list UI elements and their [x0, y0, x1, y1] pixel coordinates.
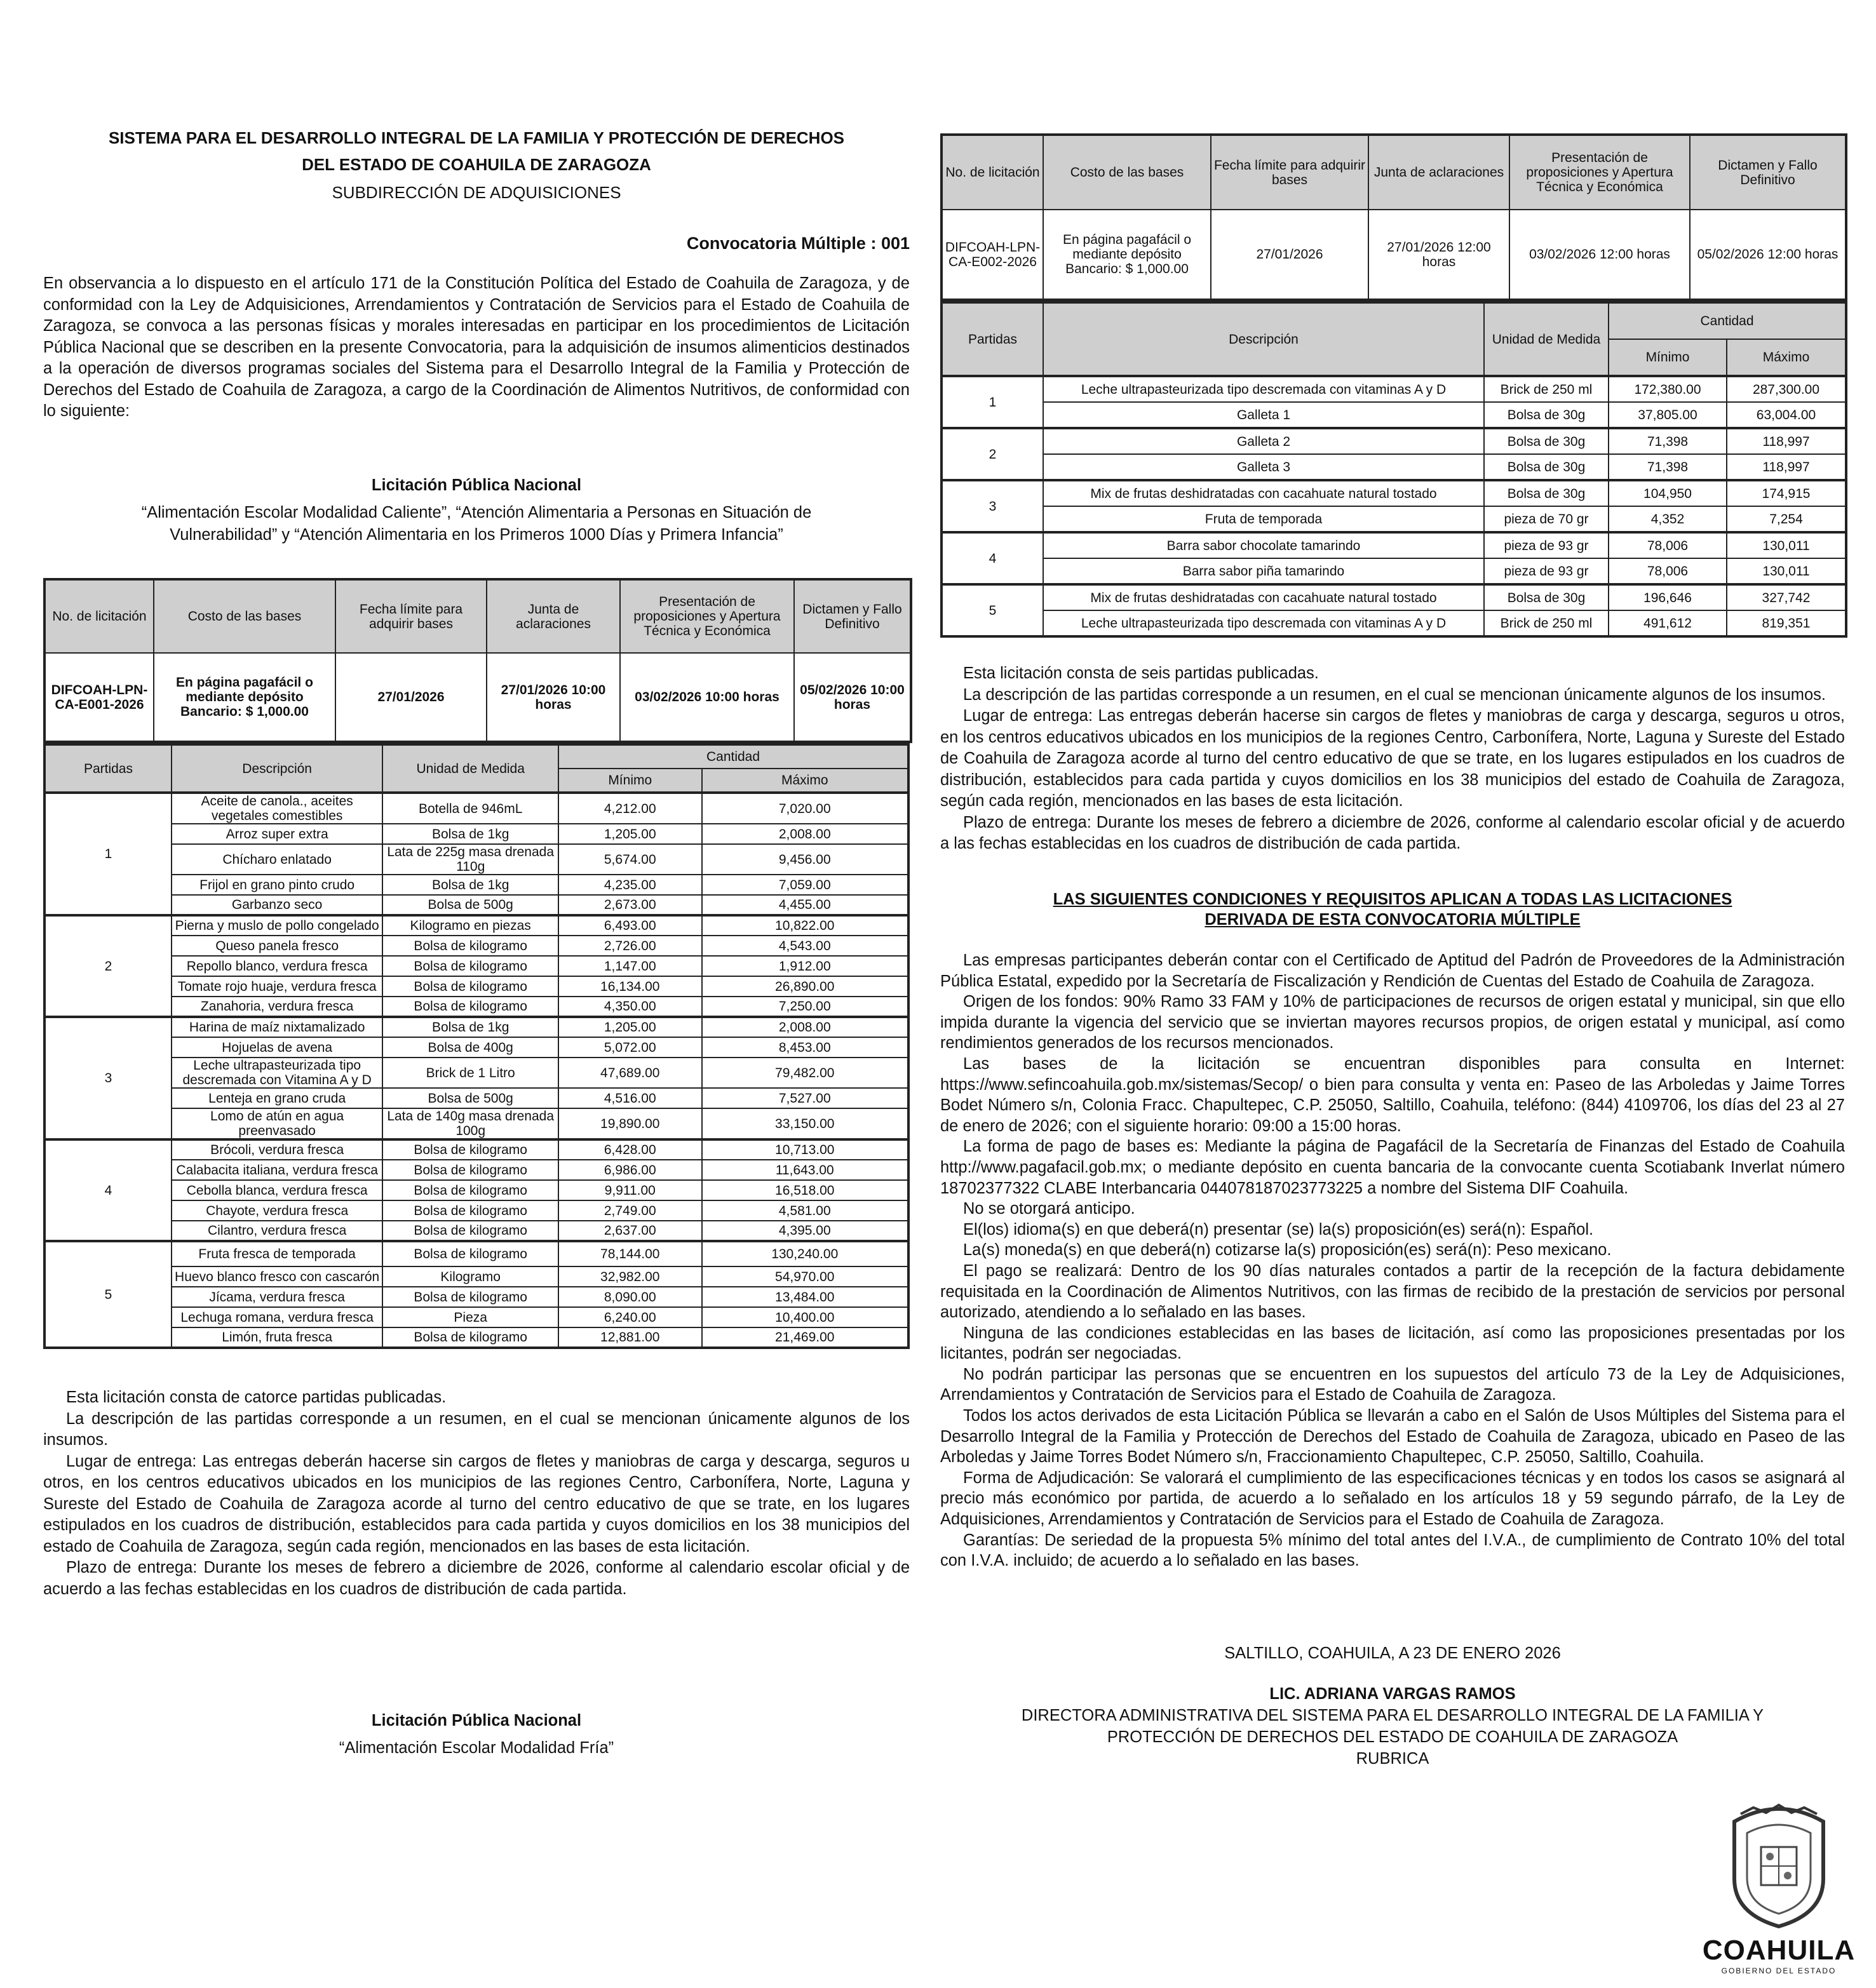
lic2-note: La descripción de las partidas corresponde a un resumen, en el cual se mencionan únicamente algunos de los insumos.: [963, 685, 1826, 704]
condition-paragraph: El pago se realizará: Dentro de los 90 días naturales contados a partir de la recepción de la factura debidamente requisitada en la Coordinación de Alimentos Nutritivos, con las firmas de recibido de la prestación de servicios por personal autorizado, atendiendo a lo señalado en las bases.: [940, 1261, 1845, 1322]
item-min: 1,205.00: [558, 1017, 702, 1037]
item-max: 130,011: [1727, 558, 1846, 584]
conditions-title-line1: LAS SIGUIENTES CONDICIONES Y REQUISITOS APLICAN A TODAS LAS LICITACIONES: [1053, 890, 1732, 908]
item-min: 491,612: [1609, 610, 1727, 636]
condition-paragraph: La forma de pago de bases es: Mediante la página de Pagafácil de la Secretaría de Finanzas del Estado de Coahuila http://www.pagafacil.gob.mx; o mediante depósito en cuenta bancaria de la convocante cuenta Scotiabank Inverlat número 18702377322 CLABE Interbancaria 044078187023773225 a nombre del Sistema DIF Coahuila.: [940, 1138, 1845, 1197]
table-row: [941, 428, 1846, 454]
condition-paragraph: La(s) moneda(s) en que deberá(n) cotizarse la(s) proposición(es) será(n): Peso mexicano.: [963, 1241, 1612, 1259]
table-row: [44, 915, 908, 936]
table-row: [44, 1017, 908, 1037]
item-max: 7,020.00: [702, 793, 909, 824]
item-unit: Bolsa de kilogramo: [382, 976, 558, 997]
lic1-head-costo: Costo de las bases: [154, 579, 335, 653]
intro-paragraph: En observancia a lo dispuesto en el artículo 171 de la Constitución Política del Estado de Coahuila de Zaragoza, y de conformidad con la Ley de Adquisiciones, Arrendamientos y Contratación de Servicios para el Estado de Coahuila de Zaragoza, se convoca a las personas físicas y morales interesadas en participar en los procedimientos de Licitación Pública Nacional que se describen en la presente Convocatoria, para la adquisición de insumos alimenticios destinados a la operación de diversos programas sociales del Sistema para el Desarrollo Integral de la Familia y Protección de Derechos del Estado de Coahuila de Zaragoza, a cargo de la Coordinación de Alimentos Nutritivos, de conformidad con lo siguiente:: [43, 274, 910, 420]
conditions-body: [940, 950, 1845, 1571]
item-min: 2,673.00: [558, 895, 702, 915]
item-min: 5,674.00: [558, 844, 702, 875]
table-row: [44, 875, 908, 895]
unit-header: Unidad de Medida: [1484, 302, 1609, 376]
item-min: 196,646: [1609, 584, 1727, 610]
item-unit: Bolsa de kilogramo: [382, 1241, 558, 1266]
table-row: [44, 976, 908, 997]
lic1-note: Lugar de entrega: Las entregas deberán hacerse sin cargos de fletes y maniobras de carga y descarga, seguros u otros, en los centros educativos ubicados en los municipios de las regiones Centro, Carbonífera, Norte, Laguna y Sureste del Estado de Coahuila de Zaragoza acorde al turno del centro educativo de que se trate, en los lugares estipulados en los cuadros de distribución, establecidos para cada partida y cuyos domicilios en los 38 municipios del estado de Coahuila de Zaragoza, según cada región, mencionados en las bases de esta licitación.: [43, 1452, 910, 1555]
condition-paragraph: No podrán participar las personas que se encuentren en los supuestos del artículo 73 de la Ley de Adquisiciones, Arrendamientos y Contratación de Servicios para el Estado de Coahuila de Zaragoza.: [940, 1365, 1845, 1404]
item-unit: Lata de 225g masa drenada 110g: [382, 844, 558, 875]
item-min: 2,726.00: [558, 936, 702, 956]
lic1-head-dictamen: Dictamen y Fallo Definitivo: [794, 579, 911, 653]
item-max: 4,395.00: [702, 1221, 909, 1241]
partida-number: 1: [44, 793, 172, 915]
lic1-number: DIFCOAH-LPN-CA-E001-2026: [44, 653, 154, 742]
coahuila-brand: COAHUILA: [1702, 1935, 1856, 1966]
condition-paragraph: El(los) idioma(s) en que deberá(n) presentar (se) la(s) proposición(es) será(n): Español.: [963, 1220, 1594, 1239]
item-min: 6,493.00: [558, 915, 702, 936]
department-title: SUBDIRECCIÓN DE ADQUISICIONES: [332, 183, 621, 202]
item-unit: Bolsa de 30g: [1484, 480, 1609, 506]
lic2-head-costo: Costo de las bases: [1043, 135, 1211, 210]
item-unit: Kilogramo en piezas: [382, 915, 558, 936]
item-desc: Harina de maíz nixtamalizado: [172, 1017, 382, 1037]
item-desc: Fruta de temporada: [1043, 506, 1484, 532]
item-min: 172,380.00: [1609, 376, 1727, 402]
item-max: 13,484.00: [702, 1287, 909, 1307]
item-min: 16,134.00: [558, 976, 702, 997]
lic1-info-table: [43, 578, 912, 743]
lic1-head-no: No. de licitación: [44, 579, 154, 653]
item-min: 9,911.00: [558, 1180, 702, 1200]
item-max: 327,742: [1727, 584, 1846, 610]
item-desc: Barra sabor chocolate tamarindo: [1043, 532, 1484, 558]
item-min: 4,352: [1609, 506, 1727, 532]
item-desc: Galleta 3: [1043, 454, 1484, 480]
minimo-header: Mínimo: [1609, 339, 1727, 376]
item-max: 10,713.00: [702, 1139, 909, 1160]
item-unit: Pieza: [382, 1307, 558, 1327]
lic2-note: Esta licitación consta de seis partidas publicadas.: [963, 664, 1319, 682]
table-row: [941, 584, 1846, 610]
item-desc: Galleta 1: [1043, 402, 1484, 428]
table-row: [44, 1241, 908, 1266]
lic2-head-dictamen: Dictamen y Fallo Definitivo: [1690, 135, 1846, 210]
table-row: [44, 956, 908, 976]
item-desc: Cilantro, verdura fresca: [172, 1221, 382, 1241]
item-desc: Galleta 2: [1043, 428, 1484, 454]
partida-number: 4: [941, 532, 1043, 584]
item-min: 5,072.00: [558, 1037, 702, 1058]
item-unit: Bolsa de 500g: [382, 1088, 558, 1108]
item-unit: Bolsa de kilogramo: [382, 1221, 558, 1241]
lic1-dictamen: 05/02/2026 10:00 horas: [794, 653, 911, 742]
item-unit: Bolsa de kilogramo: [382, 1327, 558, 1348]
condition-paragraph: Todos los actos derivados de esta Licitación Pública se llevarán a cabo en el Salón de Usos Múltiples del Sistema para el Desarrollo Integral de la Familia y Protección de Derechos del Estado de Coahuila de Zaragoza, ubicado en Paseo de las Arboledas y Jaime Torres Bodet Número s/n, Fraccionamiento Chapultepec, C.P. 25050, Saltillo, Coahuila.: [940, 1407, 1845, 1467]
condition-paragraph: Ninguna de las condiciones establecidas en las bases de licitación, así como las proposiciones presentadas por los licitantes, podrán ser negociadas.: [940, 1324, 1845, 1363]
lic2-junta: 27/01/2026 12:00 horas: [1368, 210, 1509, 300]
item-min: 4,516.00: [558, 1088, 702, 1108]
item-max: 63,004.00: [1727, 402, 1846, 428]
item-max: 819,351: [1727, 610, 1846, 636]
org-title-line1: SISTEMA PARA EL DESARROLLO INTEGRAL DE LA FAMILIA Y PROTECCIÓN DE DERECHOS: [108, 128, 845, 147]
item-unit: Botella de 946mL: [382, 793, 558, 824]
item-desc: Lomo de atún en agua preenvasado: [172, 1108, 382, 1139]
item-desc: Leche ultrapasteurizada tipo descremada con vitaminas A y D: [1043, 376, 1484, 402]
item-desc: Aceite de canola., aceites vegetales comestibles: [172, 793, 382, 824]
item-unit: Bolsa de 400g: [382, 1037, 558, 1058]
lic2-items-table: [940, 301, 1847, 638]
item-min: 37,805.00: [1609, 402, 1727, 428]
table-row: [44, 1108, 908, 1139]
item-unit: Bolsa de 30g: [1484, 454, 1609, 480]
item-desc: Chayote, verdura fresca: [172, 1200, 382, 1221]
table-row: [44, 1088, 908, 1108]
partida-number: 2: [941, 428, 1043, 480]
item-desc: Tomate rojo huaje, verdura fresca: [172, 976, 382, 997]
table-row: [941, 376, 1846, 402]
item-unit: pieza de 93 gr: [1484, 532, 1609, 558]
item-min: 4,235.00: [558, 875, 702, 895]
item-min: 1,205.00: [558, 824, 702, 844]
table-row: [44, 793, 908, 824]
lic2-note: Lugar de entrega: Las entregas deberán hacerse sin cargos de fletes y maniobras de carga y descarga, seguros u otros, en los centros educativos ubicados en los municipios de la regiones Centro, Carbonífera, Norte, Laguna y Sureste del Estado de Coahuila de Zaragoza acorde al turno del centro educativo de que se trate, en los lugares estipulados en los cuadros de distribución, establecidos para cada partida y cuyos domicilios en los 38 municipios del estado de Coahuila de Zaragoza, según cada región, mencionados en las bases de esta licitación.: [940, 707, 1845, 810]
lic2-number: DIFCOAH-LPN-CA-E002-2026: [941, 210, 1043, 300]
item-max: 118,997: [1727, 454, 1846, 480]
table-row: [44, 1139, 908, 1160]
item-min: 32,982.00: [558, 1266, 702, 1287]
item-max: 33,150.00: [702, 1108, 909, 1139]
lic2-cost: En página pagafácil o mediante depósito Bancario: $ 1,000.00: [1043, 210, 1211, 300]
item-max: 130,240.00: [702, 1241, 909, 1266]
item-desc: Lenteja en grano cruda: [172, 1088, 382, 1108]
item-max: 2,008.00: [702, 824, 909, 844]
item-desc: Frijol en grano pinto crudo: [172, 875, 382, 895]
item-max: 11,643.00: [702, 1160, 909, 1180]
item-min: 2,637.00: [558, 1221, 702, 1241]
item-max: 9,456.00: [702, 844, 909, 875]
lic1-title: Licitación Pública Nacional: [371, 476, 582, 494]
item-max: 7,527.00: [702, 1088, 909, 1108]
item-desc: Calabacita italiana, verdura fresca: [172, 1160, 382, 1180]
item-min: 78,006: [1609, 558, 1727, 584]
table-row: [941, 532, 1846, 558]
item-unit: Lata de 140g masa drenada 100g: [382, 1108, 558, 1139]
cantidad-header: Cantidad: [1609, 302, 1846, 339]
item-min: 78,006: [1609, 532, 1727, 558]
condition-paragraph: Garantías: De seriedad de la propuesta 5% mínimo del total antes del I.V.A., de cumplimiento de Contrato 10% del total con I.V.A. incluido; de acuerdo a lo señalado en las bases.: [940, 1531, 1845, 1570]
item-unit: Bolsa de kilogramo: [382, 956, 558, 976]
item-desc: Barra sabor piña tamarindo: [1043, 558, 1484, 584]
partida-number: 1: [941, 376, 1043, 428]
item-unit: Brick de 250 ml: [1484, 376, 1609, 402]
item-desc: Garbanzo seco: [172, 895, 382, 915]
table-row: [941, 610, 1846, 636]
item-desc: Leche ultrapasteurizada tipo descremada con vitaminas A y D: [1043, 610, 1484, 636]
item-desc: Leche ultrapasteurizada tipo descremada con Vitamina A y D: [172, 1058, 382, 1088]
item-unit: Bolsa de 30g: [1484, 402, 1609, 428]
table-row: [44, 844, 908, 875]
item-unit: pieza de 93 gr: [1484, 558, 1609, 584]
item-unit: Bolsa de 1kg: [382, 824, 558, 844]
partidas-header: Partidas: [44, 744, 172, 793]
lic2-head-presentacion: Presentación de proposiciones y Apertura Técnica y Económica: [1509, 135, 1690, 210]
coahuila-brand-subtitle: GOBIERNO DEL ESTADO: [1721, 1966, 1837, 1975]
item-unit: Bolsa de kilogramo: [382, 936, 558, 956]
item-min: 8,090.00: [558, 1287, 702, 1307]
table-row: [44, 1037, 908, 1058]
item-unit: Brick de 250 ml: [1484, 610, 1609, 636]
item-unit: Bolsa de kilogramo: [382, 997, 558, 1017]
partida-number: 3: [44, 1017, 172, 1139]
lic2-dictamen: 05/02/2026 12:00 horas: [1690, 210, 1846, 300]
item-desc: Fruta fresca de temporada: [172, 1241, 382, 1266]
item-max: 10,400.00: [702, 1307, 909, 1327]
lic1-subtitle-line2: Vulnerabilidad” y “Atención Alimentaria en los Primeros 1000 Días y Primera Infancia”: [170, 526, 783, 544]
item-desc: Brócoli, verdura fresca: [172, 1139, 382, 1160]
table-row: [941, 480, 1846, 506]
lic1-subtitle-line1: “Alimentación Escolar Modalidad Caliente”, “Atención Alimentaria a Personas en Situación de: [141, 504, 812, 521]
item-max: 4,455.00: [702, 895, 909, 915]
item-max: 1,912.00: [702, 956, 909, 976]
item-unit: Brick de 1 Litro: [382, 1058, 558, 1088]
item-unit: pieza de 70 gr: [1484, 506, 1609, 532]
table-row: [44, 824, 908, 844]
item-min: 1,147.00: [558, 956, 702, 976]
item-desc: Chícharo enlatado: [172, 844, 382, 875]
table-row: [44, 1160, 908, 1180]
table-row: [941, 506, 1846, 532]
rubrica: RUBRICA: [1356, 1750, 1429, 1768]
table-row: [44, 1180, 908, 1200]
lic2-head-junta: Junta de aclaraciones: [1368, 135, 1509, 210]
cantidad-header: Cantidad: [558, 744, 908, 769]
item-desc: Jícama, verdura fresca: [172, 1287, 382, 1307]
item-unit: Bolsa de kilogramo: [382, 1180, 558, 1200]
item-min: 4,212.00: [558, 793, 702, 824]
lic1-presentacion: 03/02/2026 10:00 horas: [620, 653, 794, 742]
item-min: 6,240.00: [558, 1307, 702, 1327]
lic1-junta: 27/01/2026 10:00 horas: [487, 653, 620, 742]
item-desc: Zanahoria, verdura fresca: [172, 997, 382, 1017]
item-desc: Limón, fruta fresca: [172, 1327, 382, 1348]
lic1-head-fecha: Fecha límite para adquirir bases: [335, 579, 487, 653]
lic2-presentacion: 03/02/2026 12:00 horas: [1509, 210, 1690, 300]
lic1-note: Esta licitación consta de catorce partidas publicadas.: [66, 1388, 447, 1406]
lic2-head-no: No. de licitación: [941, 135, 1043, 210]
minimo-header: Mínimo: [558, 769, 702, 793]
lic1-cost: En página pagafácil o mediante depósito Bancario: $ 1,000.00: [154, 653, 335, 742]
item-unit: Kilogramo: [382, 1266, 558, 1287]
item-unit: Bolsa de 30g: [1484, 428, 1609, 454]
item-max: 54,970.00: [702, 1266, 909, 1287]
item-unit: Bolsa de 30g: [1484, 584, 1609, 610]
item-max: 10,822.00: [702, 915, 909, 936]
lic2-note: Plazo de entrega: Durante los meses de febrero a diciembre de 2026, conforme al calendario escolar oficial y de acuerdo a las fechas establecidas en los cuadros de distribución de cada partida.: [940, 813, 1845, 852]
item-max: 174,915: [1727, 480, 1846, 506]
lic1-head-presentacion: Presentación de proposiciones y Apertura Técnica y Económica: [620, 579, 794, 653]
partidas-header: Partidas: [941, 302, 1043, 376]
condition-paragraph: Origen de los fondos: 90% Ramo 33 FAM y 10% de participaciones de recursos de origen estatal y municipal, sin que ello impida durante la vigencia del servicio que se inviertan mayores recursos propios, de origen estatal y municipal, así como rendimientos generados de los recursos mencionados.: [940, 993, 1845, 1052]
lic1-notes: [43, 1387, 910, 1600]
signer-name: LIC. ADRIANA VARGAS RAMOS: [1269, 1685, 1516, 1703]
item-desc: Mix de frutas deshidratadas con cacahuate natural tostado: [1043, 480, 1484, 506]
item-desc: Queso panela fresco: [172, 936, 382, 956]
place-date: SALTILLO, COAHUILA, A 23 DE ENERO 2026: [1224, 1644, 1561, 1662]
item-desc: Mix de frutas deshidratadas con cacahuate natural tostado: [1043, 584, 1484, 610]
item-max: 16,518.00: [702, 1180, 909, 1200]
item-min: 78,144.00: [558, 1241, 702, 1266]
item-max: 287,300.00: [1727, 376, 1846, 402]
maximo-header: Máximo: [1727, 339, 1846, 376]
lic2-title: Licitación Pública Nacional: [371, 1712, 582, 1729]
description-header: Descripción: [172, 744, 382, 793]
table-row: [941, 454, 1846, 480]
signer-role-line2: PROTECCIÓN DE DERECHOS DEL ESTADO DE COAHUILA DE ZARAGOZA: [1107, 1728, 1678, 1746]
lic1-note: La descripción de las partidas corresponde a un resumen, en el cual se mencionan únicamente algunos de los insumos.: [43, 1409, 910, 1449]
item-unit: Bolsa de kilogramo: [382, 1287, 558, 1307]
table-row: [941, 558, 1846, 584]
item-min: 47,689.00: [558, 1058, 702, 1088]
item-desc: Arroz super extra: [172, 824, 382, 844]
item-min: 71,398: [1609, 428, 1727, 454]
item-max: 21,469.00: [702, 1327, 909, 1348]
item-min: 6,428.00: [558, 1139, 702, 1160]
lic2-head-fecha: Fecha límite para adquirir bases: [1211, 135, 1368, 210]
item-desc: Lechuga romana, verdura fresca: [172, 1307, 382, 1327]
item-unit: Bolsa de 1kg: [382, 1017, 558, 1037]
item-min: 12,881.00: [558, 1327, 702, 1348]
item-unit: Bolsa de kilogramo: [382, 1160, 558, 1180]
item-min: 104,950: [1609, 480, 1727, 506]
item-min: 4,350.00: [558, 997, 702, 1017]
condition-paragraph: No se otorgará anticipo.: [963, 1200, 1135, 1218]
table-row: [44, 1200, 908, 1221]
lic2-notes: [940, 663, 1845, 855]
condition-paragraph: Forma de Adjudicación: Se valorará el cumplimiento de las especificaciones técnicas y en todos los casos se asignará al precio más económico por partida, de acuerdo a lo señalado en los artículos 18 y 59 segundo párrafo, de la Ley de Adquisiciones, Arrendamientos y Contratación de Servicios para el Estado de Coahuila de Zaragoza.: [940, 1468, 1845, 1529]
maximo-header: Máximo: [702, 769, 909, 793]
table-row: [44, 1058, 908, 1088]
table-row: [44, 1327, 908, 1348]
item-min: 2,749.00: [558, 1200, 702, 1221]
lic1-deadline: 27/01/2026: [335, 653, 487, 742]
item-min: 6,986.00: [558, 1160, 702, 1180]
table-row: [44, 1266, 908, 1287]
item-desc: Repollo blanco, verdura fresca: [172, 956, 382, 976]
item-min: 71,398: [1609, 454, 1727, 480]
lic2-deadline: 27/01/2026: [1211, 210, 1368, 300]
conditions-title-line2: DERIVADA DE ESTA CONVOCATORIA MÚLTIPLE: [1205, 911, 1581, 929]
item-max: 7,250.00: [702, 997, 909, 1017]
item-unit: Bolsa de kilogramo: [382, 1200, 558, 1221]
item-max: 26,890.00: [702, 976, 909, 997]
lic1-note: Plazo de entrega: Durante los meses de febrero a diciembre de 2026, conforme al calendario escolar oficial y de acuerdo a las fechas establecidas en los cuadros de distribución de cada partida.: [43, 1559, 910, 1598]
item-max: 7,254: [1727, 506, 1846, 532]
table-row: [44, 1307, 908, 1327]
table-row: [44, 997, 908, 1017]
table-row: [44, 936, 908, 956]
partida-number: 2: [44, 915, 172, 1017]
lic2-info-table: [940, 133, 1847, 301]
item-max: 4,543.00: [702, 936, 909, 956]
partida-number: 5: [44, 1241, 172, 1348]
item-desc: Pierna y muslo de pollo congelado: [172, 915, 382, 936]
partida-number: 5: [941, 584, 1043, 636]
item-min: 19,890.00: [558, 1108, 702, 1139]
condition-paragraph: Las empresas participantes deberán contar con el Certificado de Aptitud del Padrón de Proveedores de la Administración Pública Estatal, expedido por la Secretaría de Fiscalización y Rendición de Cuentas del Estado de Coahuila de Zaragoza.: [940, 951, 1845, 990]
coahuila-seal-icon: [1722, 1803, 1836, 1930]
org-title-line2: DEL ESTADO DE COAHUILA DE ZARAGOZA: [302, 155, 651, 174]
item-desc: Cebolla blanca, verdura fresca: [172, 1180, 382, 1200]
item-max: 7,059.00: [702, 875, 909, 895]
item-unit: Bolsa de 1kg: [382, 875, 558, 895]
item-unit: Bolsa de 500g: [382, 895, 558, 915]
item-max: 8,453.00: [702, 1037, 909, 1058]
item-unit: Bolsa de kilogramo: [382, 1139, 558, 1160]
partida-number: 3: [941, 480, 1043, 532]
item-max: 4,581.00: [702, 1200, 909, 1221]
table-row: [44, 1287, 908, 1307]
item-max: 118,997: [1727, 428, 1846, 454]
item-max: 130,011: [1727, 532, 1846, 558]
lic1-head-junta: Junta de aclaraciones: [487, 579, 620, 653]
table-row: [941, 402, 1846, 428]
unit-header: Unidad de Medida: [382, 744, 558, 793]
item-desc: Hojuelas de avena: [172, 1037, 382, 1058]
table-row: [44, 895, 908, 915]
lic2-subtitle: “Alimentación Escolar Modalidad Fría”: [339, 1739, 614, 1757]
convocatoria-number: Convocatoria Múltiple : 001: [686, 234, 910, 253]
condition-paragraph: Las bases de la licitación se encuentran disponibles para consulta en Internet: https://www.sefincoahuila.gob.mx/sistemas/Secop/ o bien para consulta y venta en: Paseo de las Arboledas y Jaime Torres Bodet Número s/n, Colonia Fracc. Chapultepec, C.P. 25050, Saltillo, Coahuila, teléfono: (844) 4109706, los días del 23 al 27 de enero de 2026; con el siguiente horario: 09:00 a 15:00 horas.: [940, 1054, 1845, 1135]
description-header: Descripción: [1043, 302, 1484, 376]
item-desc: Huevo blanco fresco con cascarón: [172, 1266, 382, 1287]
item-max: 79,482.00: [702, 1058, 909, 1088]
table-row: [44, 1221, 908, 1241]
item-max: 2,008.00: [702, 1017, 909, 1037]
lic1-items-table: [43, 743, 910, 1349]
partida-number: 4: [44, 1139, 172, 1241]
signer-role-line1: DIRECTORA ADMINISTRATIVA DEL SISTEMA PARA EL DESARROLLO INTEGRAL DE LA FAMILIA Y: [1021, 1707, 1764, 1724]
